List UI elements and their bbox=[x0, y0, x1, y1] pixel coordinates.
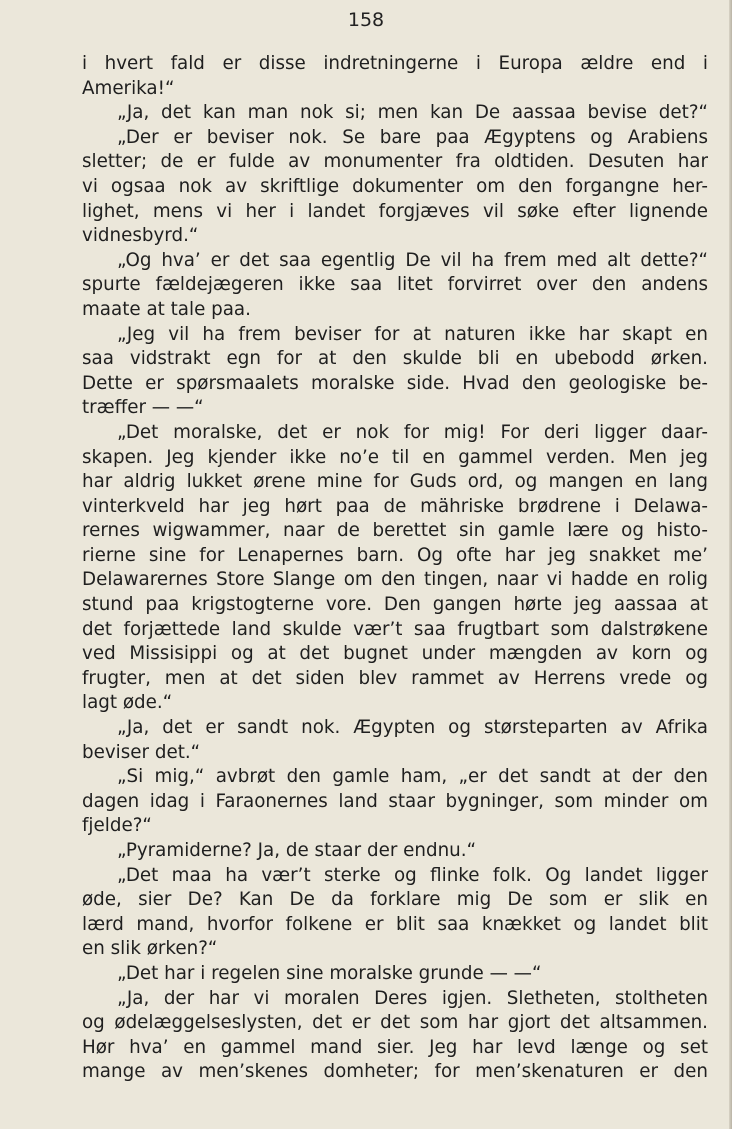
text-line: lagt øde.“ bbox=[82, 692, 173, 714]
text-line: rernes wigwammer, naar de berettet sin gamle lære og histo- bbox=[82, 520, 708, 542]
text-line: træffer — —“ bbox=[82, 397, 204, 419]
text-line: saa vidstrakt egn for at den skulde bli en ubebodd ørken. bbox=[82, 348, 708, 370]
text-line: vidnesbyrd.“ bbox=[82, 225, 199, 247]
text-line: „Det moralske, det er nok for mig! For deri ligger daar- bbox=[117, 421, 708, 443]
text-line: „Der er beviser nok. Se bare paa Ægyptens og Arabiens bbox=[117, 126, 708, 148]
text-line: det forjættede land skulde vær’t saa frugtbart som dalstrøkene bbox=[82, 618, 708, 640]
text-line: „Og hva’ er det saa egentlig De vil ha frem med alt dette?“ bbox=[117, 249, 708, 271]
text-line: Dette er spørsmaalets moralske side. Hvad den geologiske be- bbox=[82, 372, 708, 394]
text-line: „Det maa ha vær’t sterke og flinke folk. Og landet ligger bbox=[117, 864, 708, 886]
text-line: Hør hva’ en gammel mand sier. Jeg har levd længe og set bbox=[82, 1036, 708, 1058]
text-line: i hvert fald er disse indretningerne i Europa ældre end i bbox=[82, 53, 708, 74]
text-line: „Ja, det er sandt nok. Ægypten og størsteparten av Afrika bbox=[117, 717, 708, 739]
text-line: stund paa krigstogterne vore. Den gangen hørte jeg aassaa at bbox=[82, 594, 708, 616]
page-number: 158 bbox=[347, 9, 385, 31]
text-line: skapen. Jeg kjender ikke no’e til en gammel verden. Men jeg bbox=[82, 446, 708, 468]
text-line: maate at tale paa. bbox=[82, 298, 251, 320]
text-line: en slik ørken?“ bbox=[82, 938, 218, 960]
text-line: „Pyramiderne? Ja, de staar der endnu.“ bbox=[117, 840, 477, 861]
text-line: Amerika!“ bbox=[82, 77, 175, 99]
text-line: lighet, mens vi her i landet forgjæves vil søke efter lignende bbox=[82, 200, 708, 222]
text-line: vinterkveld har jeg hørt paa de mähriske brødrene i Delawa- bbox=[82, 495, 708, 517]
text-line: „Ja, der har vi moralen Deres igjen. Sletheten, stoltheten bbox=[117, 987, 708, 1009]
text-line: øde, sier De? Kan De da forklare mig De som er slik en bbox=[82, 889, 708, 911]
text-line: fjelde?“ bbox=[82, 815, 152, 837]
text-line: vi ogsaa nok av skriftlige dokumenter om den forgangne her- bbox=[82, 175, 708, 197]
text-line: lærd mand, hvorfor folkene er blit saa knækket og landet blit bbox=[82, 913, 708, 935]
text-line: beviser det.“ bbox=[82, 741, 201, 763]
text-line: og ødelæggelseslysten, det er det som har gjort det altsammen. bbox=[82, 1012, 708, 1034]
text-line: „Ja, det kan man nok si; men kan De aassaa bevise det?“ bbox=[117, 102, 708, 124]
text-line: har aldrig lukket ørene mine for Guds ord, og mangen en lang bbox=[82, 471, 708, 493]
text-line: frugter, men at det siden blev rammet av Herrens vrede og bbox=[82, 667, 708, 689]
text-line: Delawarernes Store Slange om den tingen, naar vi hadde en rolig bbox=[82, 569, 708, 591]
text-line: dagen idag i Faraonernes land staar bygninger, som minder om bbox=[82, 790, 708, 812]
text-line: „Det har i regelen sine moralske grunde — —“ bbox=[117, 962, 542, 984]
text-line: rierne sine for Lenapernes barn. Og ofte har jeg snakket me’ bbox=[82, 544, 708, 566]
text-line: „Si mig,“ avbrøt den gamle ham, „er det sandt at der den bbox=[117, 766, 708, 788]
text-line: mange av men’skenes domheter; for men’skenaturen er den bbox=[82, 1061, 708, 1083]
text-line: ved Missisippi og at det bugnet under mængden av korn og bbox=[82, 643, 708, 665]
text-line: spurte fældejægeren ikke saa litet forvirret over den andens bbox=[82, 274, 708, 296]
text-line: „Jeg vil ha frem beviser for at naturen ikke har skapt en bbox=[117, 323, 708, 345]
text-line: sletter; de er fulde av monumenter fra oldtiden. Desuten har bbox=[82, 151, 708, 173]
body-text bbox=[82, 52, 708, 1085]
